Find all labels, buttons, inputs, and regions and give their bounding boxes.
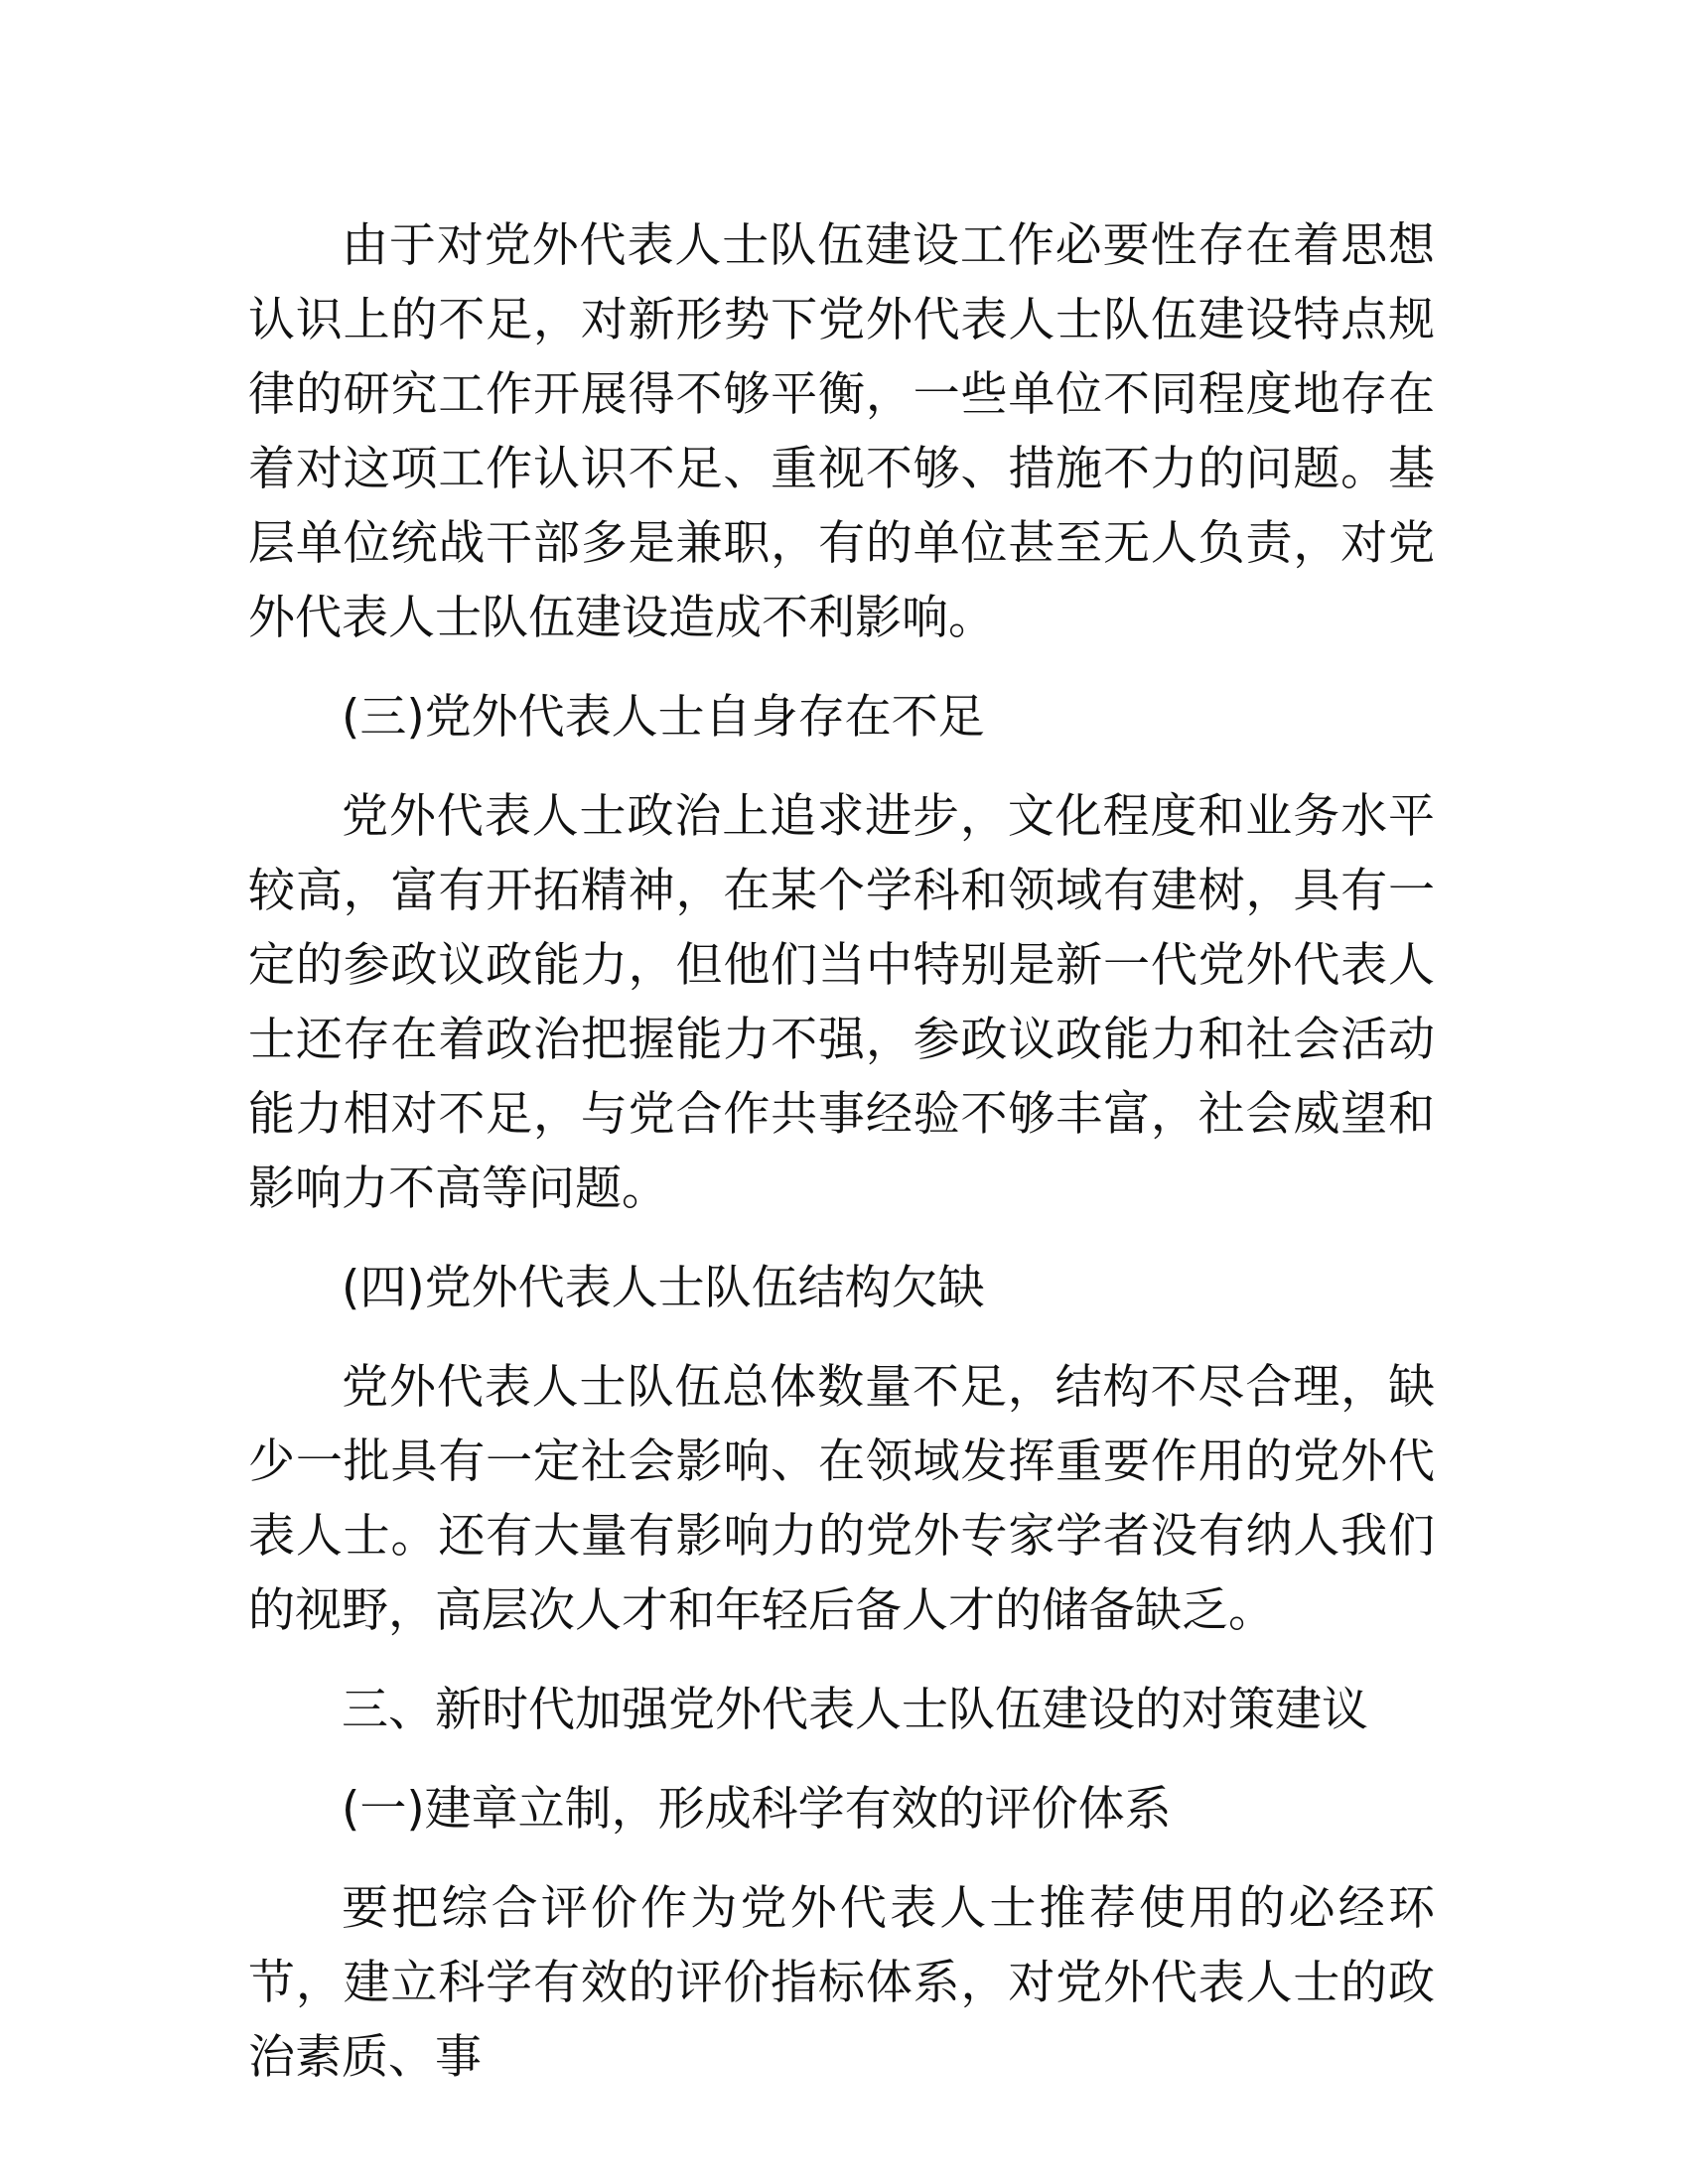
section-heading-3: (三)党外代表人士自身存在不足 [342,690,985,745]
section-heading-4: (四)党外代表人士队伍结构欠缺 [342,1261,985,1315]
document-page [248,208,1435,2119]
paragraph-body-4: 要把综合评价作为党外代表人士推荐使用的必经环节，建立科学有效的评价指标体系，对党外代表人士的政治素质、事 [248,1881,1435,2085]
paragraph-body-2: 党外代表人士政治上追求进步，文化程度和业务水平较高，富有开拓精神，在某个学科和领域有建树，具有一定的参政议政能力，但他们当中特别是新一代党外代表人士还存在着政治把握能力不强，参政议政能力和社会活动能力相对不足，与党合作共事经验不够丰富，社会威望和影响力不高等问题。 [248,789,1435,1216]
paragraph-body-3: 党外代表人士队伍总体数量不足，结构不尽合理，缺少一批具有一定社会影响、在领域发挥重要作用的党外代表人士。还有大量有影响力的党外专家学者没有纳人我们的视野，高层次人才和年轻后备人才的储备缺乏。 [248,1360,1435,1638]
section-heading-1: (一)建章立制，形成科学有效的评价体系 [342,1782,1172,1837]
paragraph-body-1: 由于对党外代表人士队伍建设工作必要性存在着思想认识上的不足，对新形势下党外代表人士队伍建设特点规律的研究工作开展得不够平衡，一些单位不同程度地存在着对这项工作认识不足、重视不够、措施不力的问题。基层单位统战干部多是兼职，有的单位甚至无人负责，对党外代表人士队伍建设造成不利影响。 [248,218,1435,645]
chapter-heading-3: 三、新时代加强党外代表人士队伍建设的对策建议 [342,1683,1368,1737]
